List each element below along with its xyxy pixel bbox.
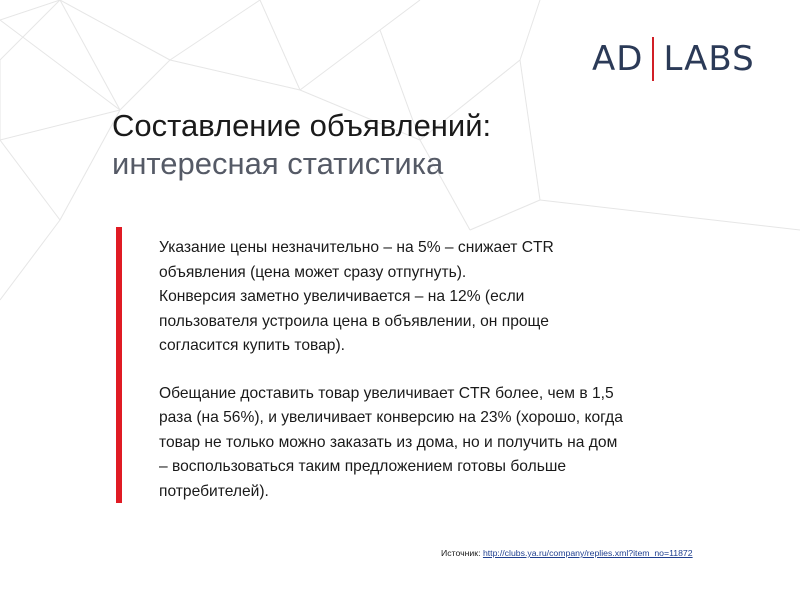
logo-text-ad: AD — [592, 39, 644, 79]
slide-subtitle: интересная статистика — [112, 146, 444, 181]
slide-title: Составление объявлений: — [112, 108, 492, 143]
source-note — [441, 548, 693, 558]
paragraph-delivery: Обещание доставить товар увеличивает CTR более, чем в 1,5 раза (на 56%), и увеличивает конверсию на 23% (хорошо, когда товар не только можно заказать из дома, но и получить на дом – воспользоваться таким предложением готовы больше потребителей). — [159, 384, 623, 500]
source-link[interactable]: http://clubs.ya.ru/company/replies.xml?item_no=11872 — [482, 548, 693, 558]
paragraph-price: Указание цены незначительно – на 5% – снижает CTR объявления (цена может сразу отпугнуть). Конверсия заметно увеличивается – на 12% (если пользователя устроила цена в объявлении, он проще согласится купить товар). — [159, 239, 554, 354]
adlabs-logo — [592, 38, 755, 80]
accent-bar — [116, 227, 122, 503]
body-text — [159, 236, 719, 504]
logo-text-labs: LABS — [663, 39, 755, 79]
logo-divider — [652, 37, 654, 81]
source-label: Источник: — [441, 548, 481, 558]
